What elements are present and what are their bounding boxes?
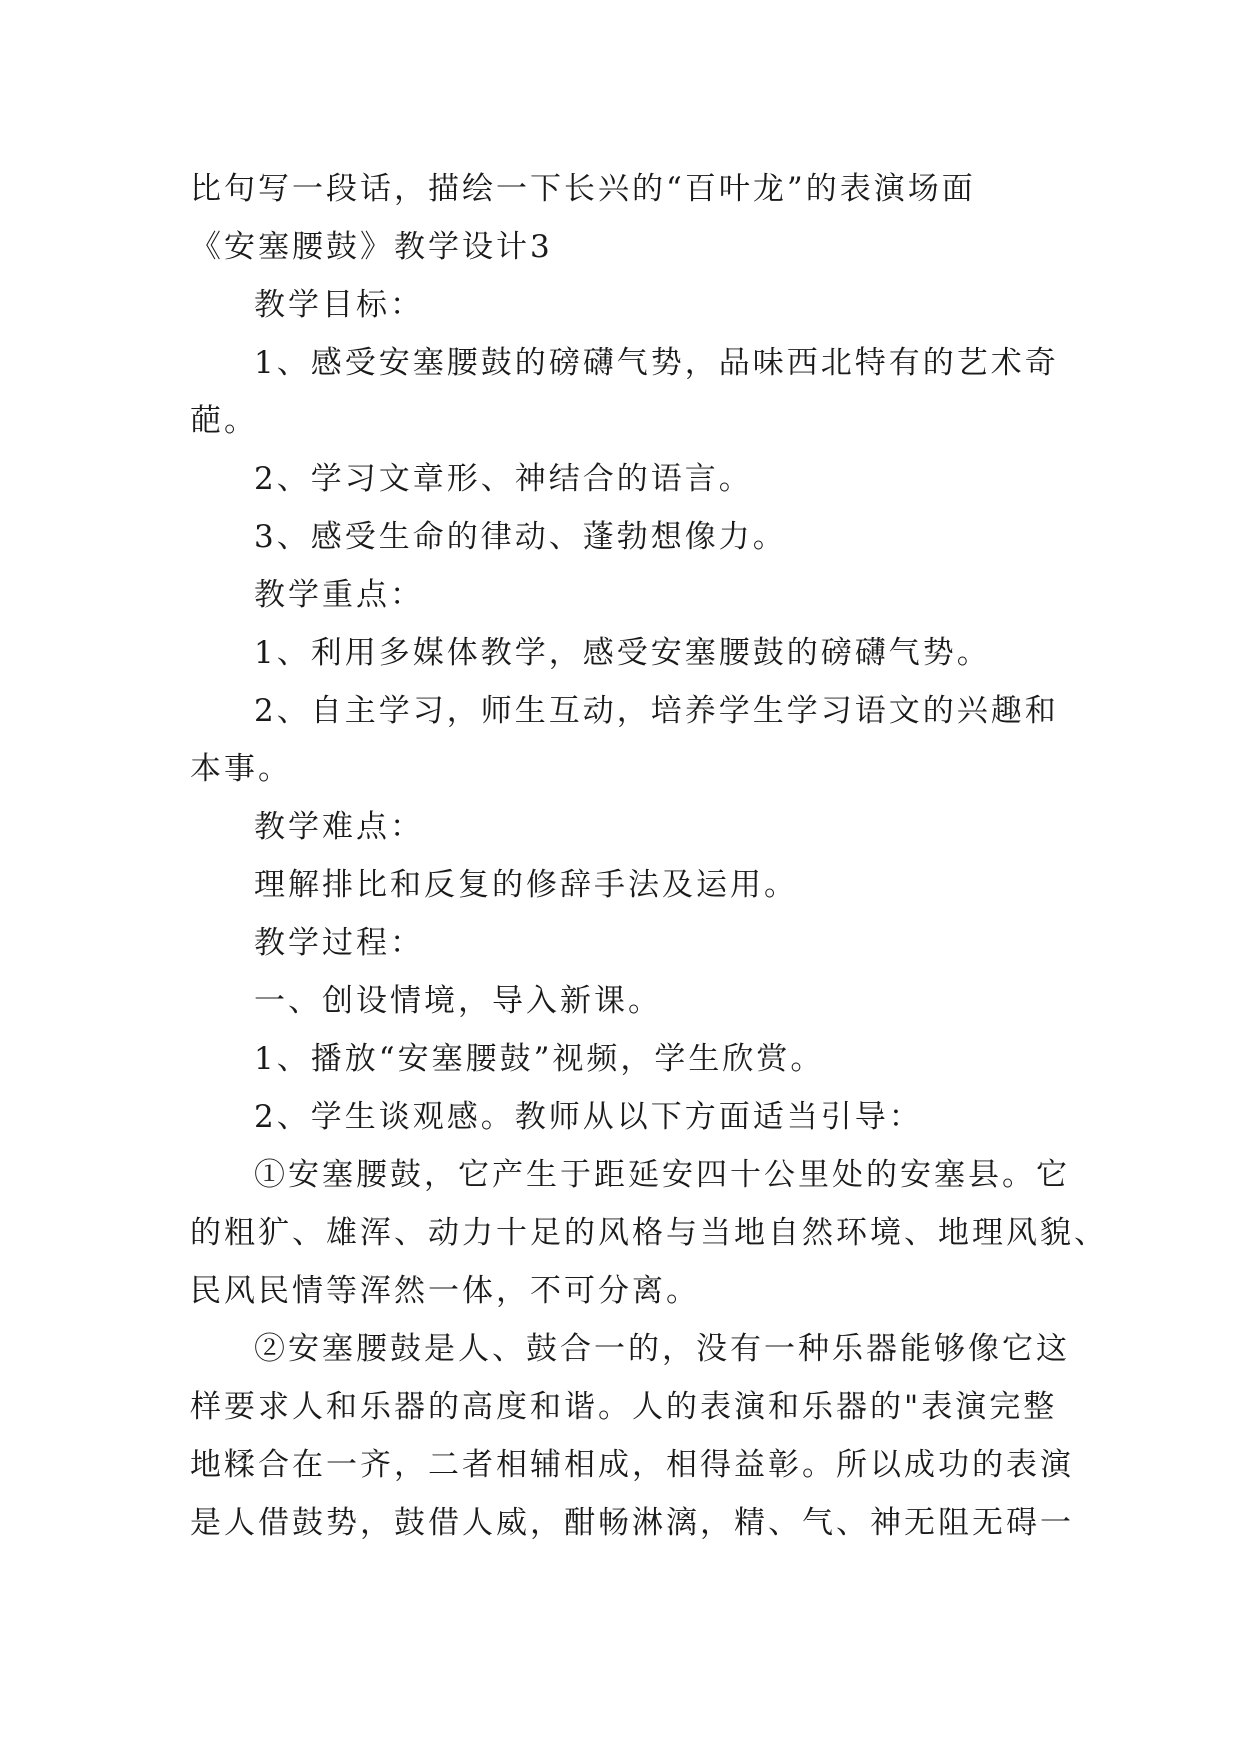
heading-difficulty: 教学难点：	[254, 809, 424, 845]
text-line: 一、创设情境，导入新课。	[254, 983, 662, 1019]
document-body	[190, 160, 1108, 1552]
text-line: 地糅合在一齐，二者相辅相成，相得益彰。所以成功的表演	[190, 1447, 1074, 1483]
text-line: 1、播放“安塞腰鼓”视频，学生欣赏。	[254, 1041, 825, 1077]
text-line: ①安塞腰鼓，它产生于距延安四十公里处的安塞县。它	[254, 1157, 1070, 1193]
text-line: 比句写一段话，描绘一下长兴的“百叶龙”的表演场面	[190, 171, 976, 207]
text-line: 葩。	[190, 403, 258, 439]
text-line: 样要求人和乐器的高度和谐。人的表演和乐器的"表演完整	[190, 1389, 1058, 1425]
text-line: 1、利用多媒体教学，感受安塞腰鼓的磅礴气势。	[254, 635, 991, 671]
text-line: 1、感受安塞腰鼓的磅礴气势，品味西北特有的艺术奇	[254, 345, 1059, 381]
text-line: 民风民情等浑然一体，不可分离。	[190, 1273, 700, 1309]
heading-goals: 教学目标：	[254, 287, 424, 323]
heading-focus: 教学重点：	[254, 577, 424, 613]
text-line: 的粗犷、雄浑、动力十足的风格与当地自然环境、地理风貌、	[190, 1215, 1108, 1251]
text-line: 理解排比和反复的修辞手法及运用。	[254, 867, 798, 903]
section-title: 《安塞腰鼓》教学设计3	[190, 229, 553, 265]
text-line: 是人借鼓势，鼓借人威，酣畅淋漓，精、气、神无阻无碍一	[190, 1505, 1074, 1541]
text-line: 3、感受生命的律动、蓬勃想像力。	[254, 519, 787, 555]
text-line: 本事。	[190, 751, 292, 787]
text-line: 2、自主学习，师生互动，培养学生学习语文的兴趣和	[254, 693, 1059, 729]
text-line: ②安塞腰鼓是人、鼓合一的，没有一种乐器能够像它这	[254, 1331, 1070, 1367]
text-line: 2、学生谈观感。教师从以下方面适当引导：	[254, 1099, 923, 1135]
heading-process: 教学过程：	[254, 925, 424, 961]
text-line: 2、学习文章形、神结合的语言。	[254, 461, 753, 497]
